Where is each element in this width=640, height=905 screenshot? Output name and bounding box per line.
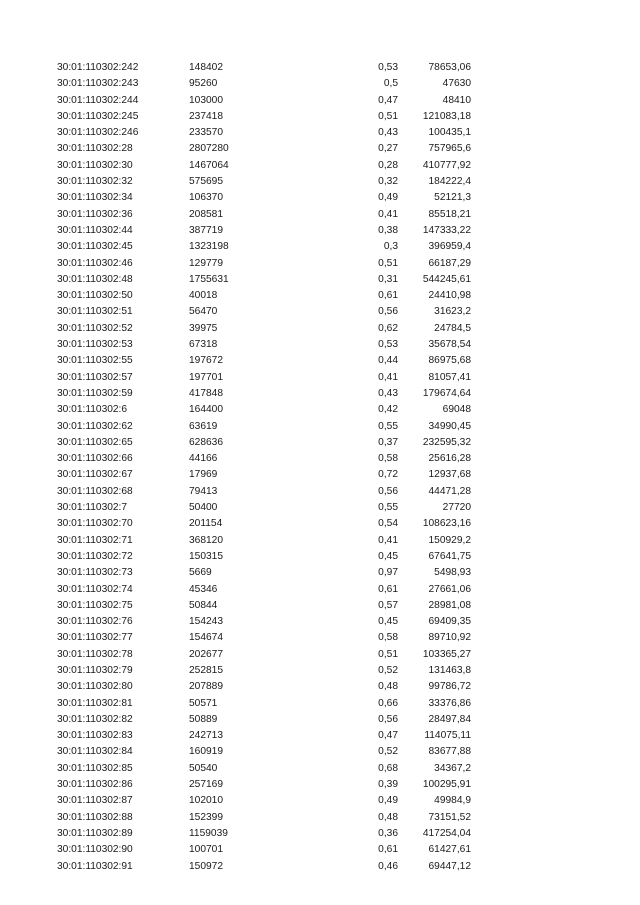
rate-cell: 0,48 — [378, 681, 398, 693]
cadastral-number-cell: 30:01:110302:87 — [57, 795, 133, 807]
cadastral-number-cell: 30:01:110302:91 — [57, 860, 133, 872]
area-cell: 44166 — [189, 453, 218, 465]
cadastral-number-cell: 30:01:110302:68 — [57, 485, 133, 497]
table-row — [0, 712, 640, 728]
value-cell: 34990,45 — [428, 420, 471, 432]
area-cell: 50540 — [189, 762, 218, 774]
area-cell: 197672 — [189, 355, 223, 367]
table-row — [0, 109, 640, 125]
rate-cell: 0,32 — [378, 176, 398, 188]
rate-cell: 0,57 — [378, 599, 398, 611]
table-row — [0, 288, 640, 304]
table-row — [0, 451, 640, 467]
cadastral-number-cell: 30:01:110302:83 — [57, 730, 133, 742]
cadastral-number-cell: 30:01:110302:79 — [57, 664, 133, 676]
rate-cell: 0,51 — [378, 110, 398, 122]
value-cell: 27661,06 — [428, 583, 471, 595]
area-cell: 387719 — [189, 224, 223, 236]
cadastral-number-cell: 30:01:110302:32 — [57, 176, 133, 188]
cadastral-number-cell: 30:01:110302:6 — [57, 404, 128, 416]
rate-cell: 0,43 — [378, 127, 398, 139]
table-row — [0, 353, 640, 369]
table-row — [0, 158, 640, 174]
area-cell: 2807280 — [189, 143, 229, 155]
table-row — [0, 582, 640, 598]
rate-cell: 0,41 — [378, 208, 398, 220]
area-cell: 50844 — [189, 599, 218, 611]
value-cell: 24410,98 — [428, 290, 471, 302]
area-cell: 154674 — [189, 632, 223, 644]
area-cell: 102010 — [189, 795, 223, 807]
cadastral-number-cell: 30:01:110302:70 — [57, 518, 133, 530]
rate-cell: 0,51 — [378, 257, 398, 269]
value-cell: 232595,32 — [422, 436, 471, 448]
area-cell: 50400 — [189, 502, 218, 514]
table-row — [0, 679, 640, 695]
table-row — [0, 321, 640, 337]
cadastral-number-cell: 30:01:110302:81 — [57, 697, 133, 709]
area-cell: 417848 — [189, 387, 223, 399]
area-cell: 1755631 — [189, 273, 229, 285]
rate-cell: 0,45 — [378, 550, 398, 562]
value-cell: 83677,88 — [428, 746, 471, 758]
table-row — [0, 60, 640, 76]
rate-cell: 0,54 — [378, 518, 398, 530]
rate-cell: 0,56 — [378, 713, 398, 725]
value-cell: 28981,08 — [428, 599, 471, 611]
area-cell: 50889 — [189, 713, 218, 725]
value-cell: 150929,2 — [428, 534, 471, 546]
rate-cell: 0,28 — [378, 159, 398, 171]
table-row — [0, 337, 640, 353]
value-cell: 121083,18 — [422, 110, 471, 122]
area-cell: 39975 — [189, 322, 218, 334]
value-cell: 28497,84 — [428, 713, 471, 725]
cadastral-number-cell: 30:01:110302:46 — [57, 257, 133, 269]
cadastral-number-cell: 30:01:110302:52 — [57, 322, 133, 334]
rate-cell: 0,51 — [378, 648, 398, 660]
rate-cell: 0,52 — [378, 664, 398, 676]
cadastral-number-cell: 30:01:110302:45 — [57, 241, 133, 253]
value-cell: 108623,16 — [422, 518, 471, 530]
value-cell: 67641,75 — [428, 550, 471, 562]
value-cell: 69447,12 — [428, 860, 471, 872]
rate-cell: 0,53 — [378, 339, 398, 351]
rate-cell: 0,41 — [378, 371, 398, 383]
area-cell: 56470 — [189, 306, 218, 318]
table-row — [0, 793, 640, 809]
area-cell: 100701 — [189, 844, 223, 856]
cadastral-number-cell: 30:01:110302:7 — [57, 502, 128, 514]
cadastral-number-cell: 30:01:110302:66 — [57, 453, 133, 465]
value-cell: 31623,2 — [434, 306, 471, 318]
area-cell: 1323198 — [189, 241, 229, 253]
value-cell: 131463,8 — [428, 664, 471, 676]
table-row — [0, 370, 640, 386]
cadastral-number-cell: 30:01:110302:86 — [57, 779, 133, 791]
table-row — [0, 516, 640, 532]
rate-cell: 0,49 — [378, 795, 398, 807]
area-cell: 1159039 — [189, 827, 228, 839]
value-cell: 61427,61 — [428, 844, 471, 856]
area-cell: 628636 — [189, 436, 223, 448]
value-cell: 89710,92 — [428, 632, 471, 644]
value-cell: 25616,28 — [428, 453, 471, 465]
rate-cell: 0,47 — [378, 94, 398, 106]
rate-cell: 0,72 — [378, 469, 398, 481]
rate-cell: 0,41 — [378, 534, 398, 546]
rate-cell: 0,31 — [378, 273, 398, 285]
cadastral-number-cell: 30:01:110302:65 — [57, 436, 133, 448]
rate-cell: 0,58 — [378, 632, 398, 644]
value-cell: 179674,64 — [422, 387, 471, 399]
value-cell: 78653,06 — [428, 62, 471, 73]
table-row — [0, 141, 640, 157]
table-row — [0, 696, 640, 712]
rate-cell: 0,47 — [378, 730, 398, 742]
rate-cell: 0,97 — [378, 567, 398, 579]
table-row — [0, 549, 640, 565]
rate-cell: 0,61 — [378, 290, 398, 302]
value-cell: 100435,1 — [428, 127, 471, 139]
area-cell: 63619 — [189, 420, 218, 432]
table-row — [0, 223, 640, 239]
cadastral-number-cell: 30:01:110302:62 — [57, 420, 133, 432]
area-cell: 150315 — [189, 550, 223, 562]
rate-cell: 0,42 — [378, 404, 398, 416]
table-row — [0, 435, 640, 451]
cadastral-number-cell: 30:01:110302:28 — [57, 143, 133, 155]
value-cell: 396959,4 — [428, 241, 471, 253]
cadastral-number-cell: 30:01:110302:59 — [57, 387, 133, 399]
area-cell: 40018 — [189, 290, 218, 302]
area-cell: 575695 — [189, 176, 223, 188]
cadastral-number-cell: 30:01:110302:89 — [57, 827, 133, 839]
area-cell: 201154 — [189, 518, 223, 530]
table-row — [0, 125, 640, 141]
value-cell: 757965,6 — [428, 143, 471, 155]
rate-cell: 0,45 — [378, 616, 398, 628]
area-cell: 103000 — [189, 94, 223, 106]
cadastral-number-cell: 30:01:110302:51 — [57, 306, 133, 318]
cadastral-number-cell: 30:01:110302:88 — [57, 811, 133, 823]
table-row — [0, 630, 640, 646]
value-cell: 410777,92 — [422, 159, 471, 171]
area-cell: 242713 — [189, 730, 223, 742]
value-cell: 417254,04 — [422, 827, 471, 839]
value-cell: 47630 — [442, 78, 471, 90]
table-row — [0, 304, 640, 320]
area-cell: 257169 — [189, 779, 223, 791]
rate-cell: 0,66 — [378, 697, 398, 709]
cadastral-number-cell: 30:01:110302:57 — [57, 371, 133, 383]
cadastral-number-cell: 30:01:110302:55 — [57, 355, 133, 367]
rate-cell: 0,46 — [378, 860, 398, 872]
value-cell: 52121,3 — [434, 192, 471, 204]
table-row — [0, 272, 640, 288]
cadastral-number-cell: 30:01:110302:53 — [57, 339, 133, 351]
table-row — [0, 826, 640, 842]
table-row — [0, 598, 640, 614]
cadastral-number-cell: 30:01:110302:80 — [57, 681, 133, 693]
area-cell: 45346 — [189, 583, 218, 595]
table-row — [0, 190, 640, 206]
rate-cell: 0,5 — [383, 78, 398, 90]
value-cell: 49984,9 — [434, 795, 471, 807]
cadastral-number-cell: 30:01:110302:50 — [57, 290, 133, 302]
cadastral-number-cell: 30:01:110302:72 — [57, 550, 133, 562]
cadastral-number-cell: 30:01:110302:76 — [57, 616, 133, 628]
area-cell: 79413 — [189, 485, 218, 497]
table-row — [0, 256, 640, 272]
area-cell: 1467064 — [189, 159, 229, 171]
cadastral-number-cell: 30:01:110302:75 — [57, 599, 133, 611]
cadastral-number-cell: 30:01:110302:36 — [57, 208, 133, 220]
area-cell: 150972 — [189, 860, 223, 872]
value-cell: 86975,68 — [428, 355, 471, 367]
area-cell: 202677 — [189, 648, 223, 660]
value-cell: 114075,11 — [424, 730, 471, 742]
cadastral-number-cell: 30:01:110302:44 — [57, 224, 133, 236]
area-cell: 106370 — [189, 192, 223, 204]
rate-cell: 0,56 — [378, 306, 398, 318]
table-row — [0, 402, 640, 418]
value-cell: 27720 — [442, 502, 471, 514]
rate-cell: 0,52 — [378, 746, 398, 758]
table-row — [0, 728, 640, 744]
value-cell: 69048 — [442, 404, 471, 416]
cadastral-number-cell: 30:01:110302:77 — [57, 632, 133, 644]
table-row — [0, 810, 640, 826]
rate-cell: 0,58 — [378, 453, 398, 465]
value-cell: 73151,52 — [428, 811, 471, 823]
table-row — [0, 207, 640, 223]
table-row — [0, 533, 640, 549]
table-row — [0, 859, 640, 875]
area-cell: 208581 — [189, 208, 223, 220]
value-cell: 85518,21 — [428, 208, 471, 220]
value-cell: 100295,91 — [422, 779, 471, 791]
cadastral-number-cell: 30:01:110302:30 — [57, 159, 133, 171]
table-row — [0, 174, 640, 190]
table-row — [0, 777, 640, 793]
area-cell: 164400 — [189, 404, 223, 416]
table-row — [0, 239, 640, 255]
rate-cell: 0,36 — [378, 827, 398, 839]
cadastral-number-cell: 30:01:110302:84 — [57, 746, 133, 758]
cadastral-number-cell: 30:01:110302:73 — [57, 567, 133, 579]
table-row — [0, 614, 640, 630]
area-cell: 148402 — [189, 62, 223, 73]
rate-cell: 0,38 — [378, 224, 398, 236]
cadastral-number-cell: 30:01:110302:242 — [57, 62, 139, 73]
table-row — [0, 484, 640, 500]
rate-cell: 0,43 — [378, 387, 398, 399]
cadastral-number-cell: 30:01:110302:71 — [57, 534, 133, 546]
rate-cell: 0,61 — [378, 844, 398, 856]
value-cell: 544245,61 — [422, 273, 471, 285]
rate-cell: 0,62 — [378, 322, 398, 334]
area-cell: 50571 — [189, 697, 218, 709]
value-cell: 147333,22 — [422, 224, 471, 236]
area-cell: 197701 — [189, 371, 223, 383]
cadastral-number-cell: 30:01:110302:78 — [57, 648, 133, 660]
cadastral-number-cell: 30:01:110302:67 — [57, 469, 133, 481]
rate-cell: 0,3 — [383, 241, 398, 253]
area-cell: 252815 — [189, 664, 223, 676]
cadastral-number-cell: 30:01:110302:244 — [57, 94, 139, 106]
value-cell: 34367,2 — [434, 762, 471, 774]
area-cell: 5669 — [189, 567, 212, 579]
rate-cell: 0,68 — [378, 762, 398, 774]
value-cell: 24784,5 — [434, 322, 471, 334]
value-cell: 81057,41 — [428, 371, 471, 383]
rate-cell: 0,56 — [378, 485, 398, 497]
table-row — [0, 76, 640, 92]
area-cell: 67318 — [189, 339, 218, 351]
cadastral-number-cell: 30:01:110302:82 — [57, 713, 133, 725]
table-row — [0, 761, 640, 777]
area-cell: 207889 — [189, 681, 223, 693]
value-cell: 33376,86 — [428, 697, 471, 709]
table-row — [0, 565, 640, 581]
table-row — [0, 647, 640, 663]
data-table — [0, 60, 640, 875]
value-cell: 99786,72 — [428, 681, 471, 693]
cadastral-number-cell: 30:01:110302:246 — [57, 127, 139, 139]
area-cell: 368120 — [189, 534, 223, 546]
rate-cell: 0,49 — [378, 192, 398, 204]
table-row — [0, 386, 640, 402]
rate-cell: 0,55 — [378, 502, 398, 514]
cadastral-number-cell: 30:01:110302:243 — [57, 78, 139, 90]
table-row — [0, 419, 640, 435]
table-row — [0, 842, 640, 858]
value-cell: 66187,29 — [428, 257, 471, 269]
table-row — [0, 663, 640, 679]
area-cell: 129779 — [189, 257, 223, 269]
area-cell: 152399 — [189, 811, 223, 823]
cadastral-number-cell: 30:01:110302:34 — [57, 192, 133, 204]
area-cell: 160919 — [189, 746, 223, 758]
rate-cell: 0,27 — [378, 143, 398, 155]
rate-cell: 0,53 — [378, 62, 398, 73]
value-cell: 48410 — [442, 94, 471, 106]
value-cell: 69409,35 — [428, 616, 471, 628]
rate-cell: 0,55 — [378, 420, 398, 432]
rate-cell: 0,44 — [378, 355, 398, 367]
table-row — [0, 467, 640, 483]
rate-cell: 0,48 — [378, 811, 398, 823]
table-row — [0, 744, 640, 760]
cadastral-number-cell: 30:01:110302:85 — [57, 762, 133, 774]
value-cell: 35678,54 — [428, 339, 471, 351]
value-cell: 103365,27 — [422, 648, 471, 660]
area-cell: 154243 — [189, 616, 223, 628]
cadastral-number-cell: 30:01:110302:245 — [57, 110, 139, 122]
cadastral-number-cell: 30:01:110302:90 — [57, 844, 133, 856]
value-cell: 12937,68 — [428, 469, 471, 481]
area-cell: 17969 — [189, 469, 218, 481]
rate-cell: 0,61 — [378, 583, 398, 595]
rate-cell: 0,39 — [378, 779, 398, 791]
table-row — [0, 500, 640, 516]
table-row — [0, 93, 640, 109]
value-cell: 5498,93 — [434, 567, 471, 579]
value-cell: 44471,28 — [428, 485, 471, 497]
cadastral-number-cell: 30:01:110302:48 — [57, 273, 133, 285]
cadastral-number-cell: 30:01:110302:74 — [57, 583, 133, 595]
area-cell: 237418 — [189, 110, 223, 122]
value-cell: 184222,4 — [428, 176, 471, 188]
area-cell: 95260 — [189, 78, 218, 90]
rate-cell: 0,37 — [378, 436, 398, 448]
area-cell: 233570 — [189, 127, 223, 139]
